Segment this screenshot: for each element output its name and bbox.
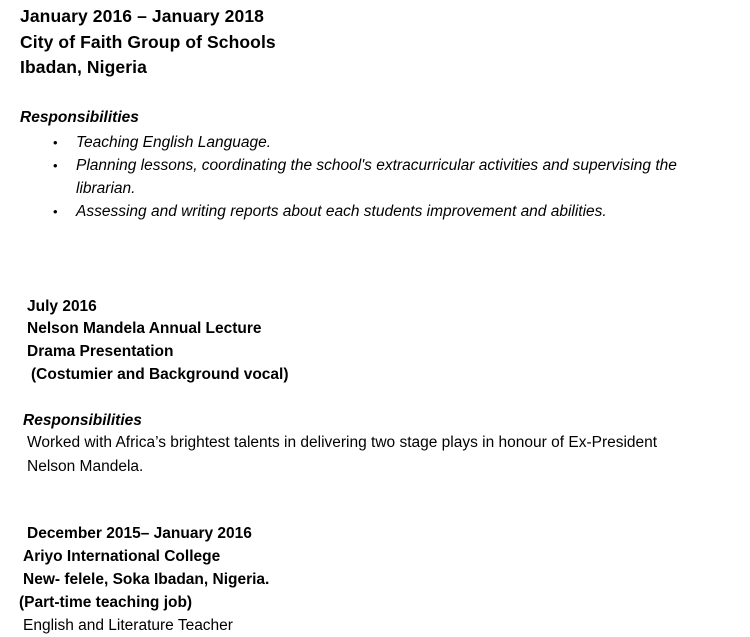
bullet-text: Teaching English Language. (76, 134, 272, 151)
job2-role: (Costumier and Background vocal) (31, 366, 289, 383)
job1-responsibilities-label: Responsibilities (20, 109, 139, 126)
bullet-text: librarian. (76, 180, 136, 197)
job1-responsibilities-list (48, 131, 677, 223)
job3-location: New- felele, Soka Ibadan, Nigeria. (23, 571, 270, 588)
list-item-continuation (48, 177, 677, 200)
bullet-text: Assessing and writing reports about each students improvement and abilities. (76, 203, 607, 220)
job3-job-type: (Part-time teaching job) (19, 594, 193, 611)
job3-position: English and Literature Teacher (23, 617, 233, 634)
list-item (48, 200, 677, 223)
job1-organization: City of Faith Group of Schools (20, 32, 276, 52)
job1-location: Ibadan, Nigeria (20, 57, 147, 77)
bullet-icon: • (53, 204, 58, 219)
job1-dates: January 2016 – January 2018 (20, 6, 264, 26)
list-item (48, 154, 677, 177)
bullet-icon: • (53, 158, 58, 173)
job2-description-line1: Worked with Africa’s brightest talents in delivering two stage plays in honour of Ex-President (27, 434, 658, 451)
list-item (48, 131, 677, 154)
job2-date: July 2016 (27, 298, 97, 315)
job2-title: Drama Presentation (27, 343, 174, 360)
bullet-icon: • (53, 135, 58, 150)
job3-dates: December 2015– January 2016 (27, 525, 252, 542)
job2-responsibilities-label: Responsibilities (23, 412, 142, 429)
job3-organization: Ariyo International College (23, 548, 221, 565)
bullet-text: Planning lessons, coordinating the school's extracurricular activities and supervising the (76, 157, 677, 174)
job2-description-line2: Nelson Mandela. (27, 458, 144, 475)
job2-event: Nelson Mandela Annual Lecture (27, 320, 262, 337)
